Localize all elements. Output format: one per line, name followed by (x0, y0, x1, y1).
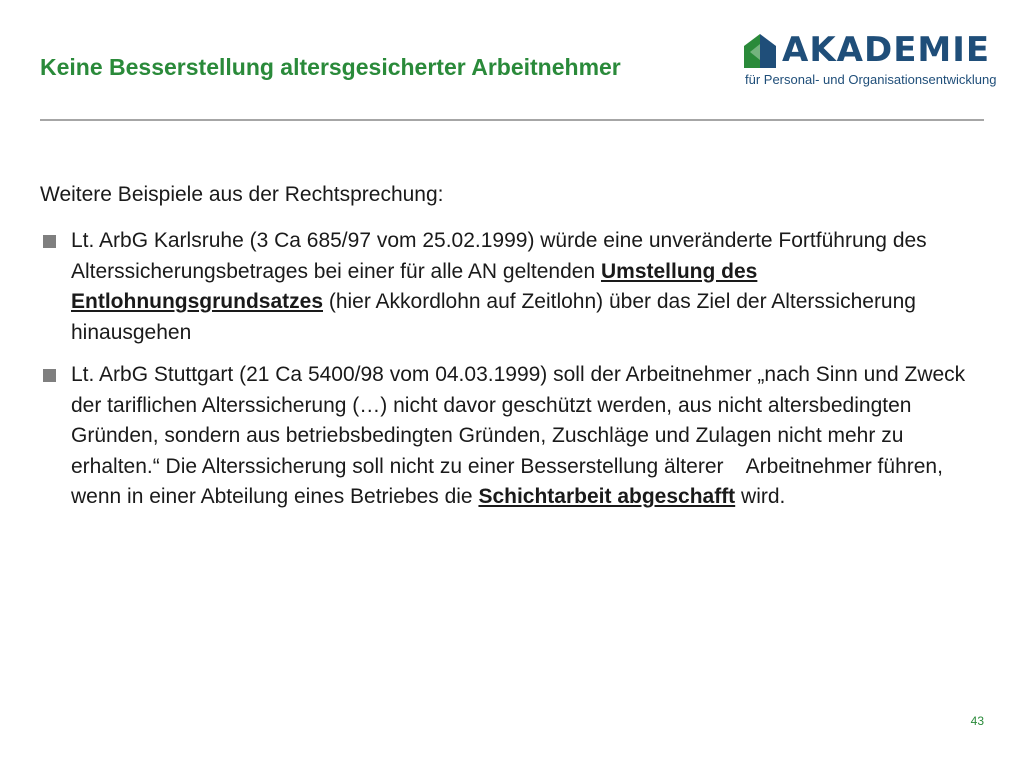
slide-title: Keine Besserstellung altersgesicherter Arbeitnehmer (40, 54, 621, 80)
square-bullet-icon (43, 235, 56, 248)
bullet-text-pre: Lt. ArbG Karlsruhe (3 Ca 685/97 vom 25.02.1999) würde eine unveränderte Fortführung des Alterssicherungsbetrages bei einer für alle AN geltenden (71, 229, 927, 283)
akademie-logo (742, 30, 997, 90)
square-bullet-icon (43, 369, 56, 382)
bullet-list (40, 226, 984, 525)
logo-wordmark: AKADEMIE (782, 30, 991, 70)
list-item (40, 360, 984, 513)
title-divider (40, 119, 984, 121)
bullet-text-post: wird. (735, 485, 786, 508)
logo-subtitle: für Personal- und Organisationsentwicklung (745, 72, 997, 87)
bullet-emphasis: Schichtarbeit abgeschafft (478, 485, 736, 508)
house-arrow-icon (742, 32, 778, 70)
page-number: 43 (970, 714, 984, 728)
bullet-text (71, 363, 971, 508)
bullet-emphasis: Umstellung des Entlohnungsgrundsatzes (71, 259, 758, 313)
bullet-text-post: (hier Akkordlohn auf Zeitlohn) über das Ziel der Alterssicherung hinausgehen (71, 290, 916, 344)
list-item (40, 226, 984, 348)
bullet-text (71, 229, 927, 344)
intro-text: Weitere Beispiele aus der Rechtsprechung: (40, 183, 444, 206)
bullet-text-pre: Lt. ArbG Stuttgart (21 Ca 5400/98 vom 04.03.1999) soll der Arbeitnehmer „nach Sinn und Zweck der tariflichen Alterssicherung (…) nicht davor geschützt werden, aus nicht altersbedingten Gründen, sondern aus betriebsbedingten Gründen, Zuschläge und Zulagen nicht mehr zu erhalten.“ Die Alterssicherung soll nicht zu einer Besserstellung älterer Arbeitnehmer führen, wenn in einer Abteilung eines Betriebes die (71, 363, 972, 508)
